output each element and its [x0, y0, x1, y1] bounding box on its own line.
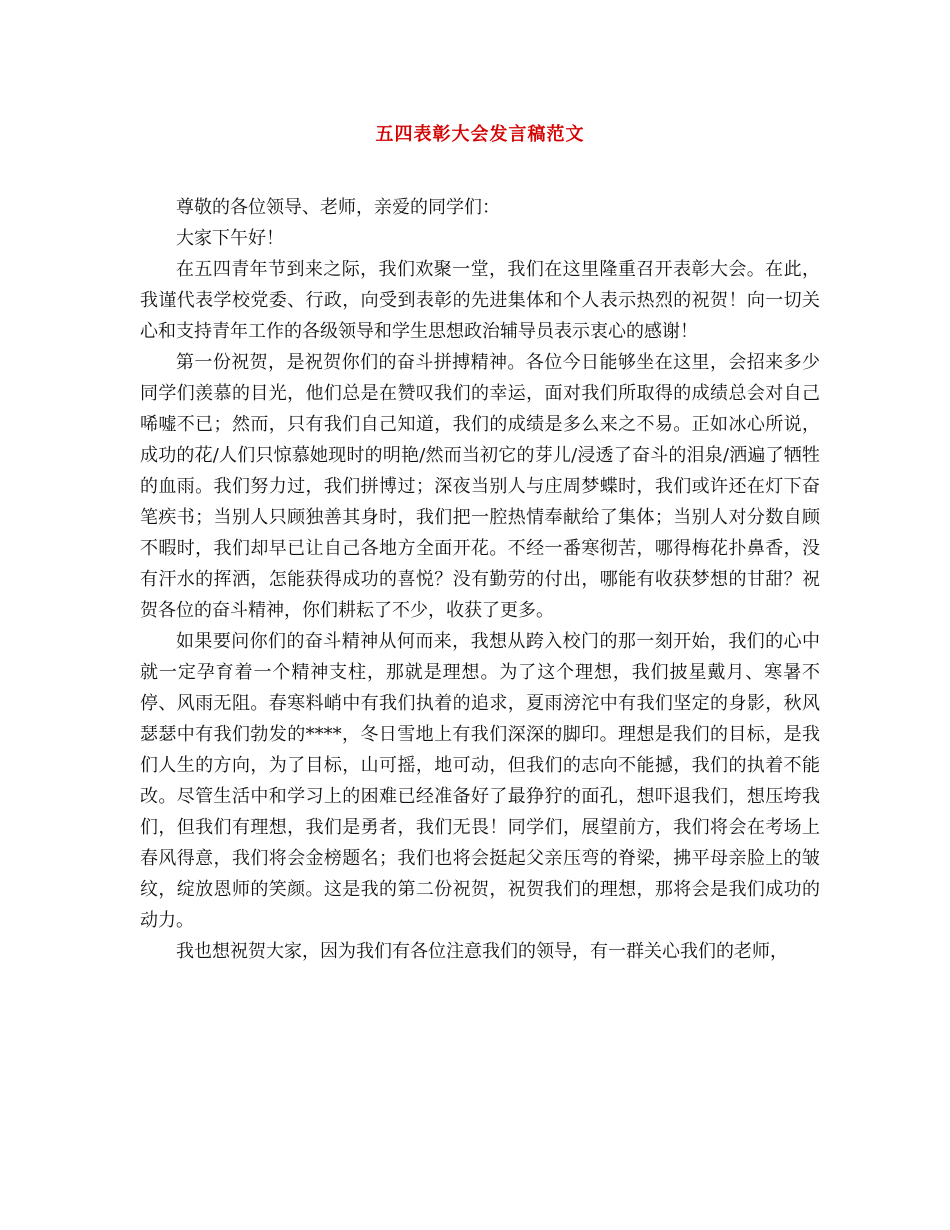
paragraph-closing-partial: 我也想祝贺大家，因为我们有各位注意我们的领导，有一群关心我们的老师，	[176, 941, 788, 962]
salutation: 尊敬的各位领导、老师，亲爱的同学们：	[176, 197, 500, 218]
document-body	[140, 192, 820, 967]
paragraph-ideals: 如果要问你们的奋斗精神从何而来，我想从跨入校门的那一刻开始，我们的心中就一定孕育着一个精神支柱，那就是理想。为了这个理想，我们披星戴月、寒暑不停、风雨无阻。春寒料峭中有我们执着的追求，夏雨滂沱中有我们坚定的身影，秋风瑟瑟中有我们勃发的****，冬日雪地上有我们深深的脚印。理想是我们的目标，是我们人生的方向，为了目标，山可摇，地可动，但我们的志向不能撼，我们的执着不能改。尽管生活中和学习上的困难已经准备好了最狰狞的面孔，想吓退我们，想压垮我们，但我们有理想，我们是勇者，我们无畏！同学们，展望前方，我们将会在考场上春风得意，我们将会金榜题名；我们也将会挺起父亲压弯的脊梁，拂平母亲脸上的皱纹，绽放恩师的笑颜。这是我的第二份祝贺，祝贺我们的理想，那将会是我们成功的动力。	[140, 631, 820, 931]
paragraph-opening: 在五四青年节到来之际，我们欢聚一堂，我们在这里隆重召开表彰大会。在此，我谨代表学校党委、行政，向受到表彰的先进集体和个人表示热烈的祝贺！向一切关心和支持青年工作的各级领导和学生思想政治辅导员表示衷心的感谢！	[140, 259, 820, 342]
paragraph-first-congratulation: 第一份祝贺，是祝贺你们的奋斗拼搏精神。各位今日能够坐在这里，会招来多少同学们羡慕的目光，他们总是在赞叹我们的幸运，面对我们所取得的成绩总会对自己唏嘘不已；然而，只有我们自己知道，我们的成绩是多么来之不易。正如冰心所说，成功的花/人们只惊慕她现时的明艳/然而当初它的芽儿/浸透了奋斗的泪泉/洒遍了牺牲的血雨。我们努力过，我们拼博过；深夜当别人与庄周梦蝶时，我们或许还在灯下奋笔疾书；当别人只顾独善其身时，我们把一腔热情奉献给了集体；当别人对分数自顾不暇时，我们却早已让自己各地方全面开花。不经一番寒彻苦，哪得梅花扑鼻香，没有汗水的挥洒，怎能获得成功的喜悦？没有勤劳的付出，哪能有收获梦想的甘甜？祝贺各位的奋斗精神，你们耕耘了不少，收获了更多。	[140, 352, 820, 621]
document-title: 五四表彰大会发言稿范文	[375, 124, 585, 145]
greeting: 大家下午好！	[176, 228, 284, 249]
